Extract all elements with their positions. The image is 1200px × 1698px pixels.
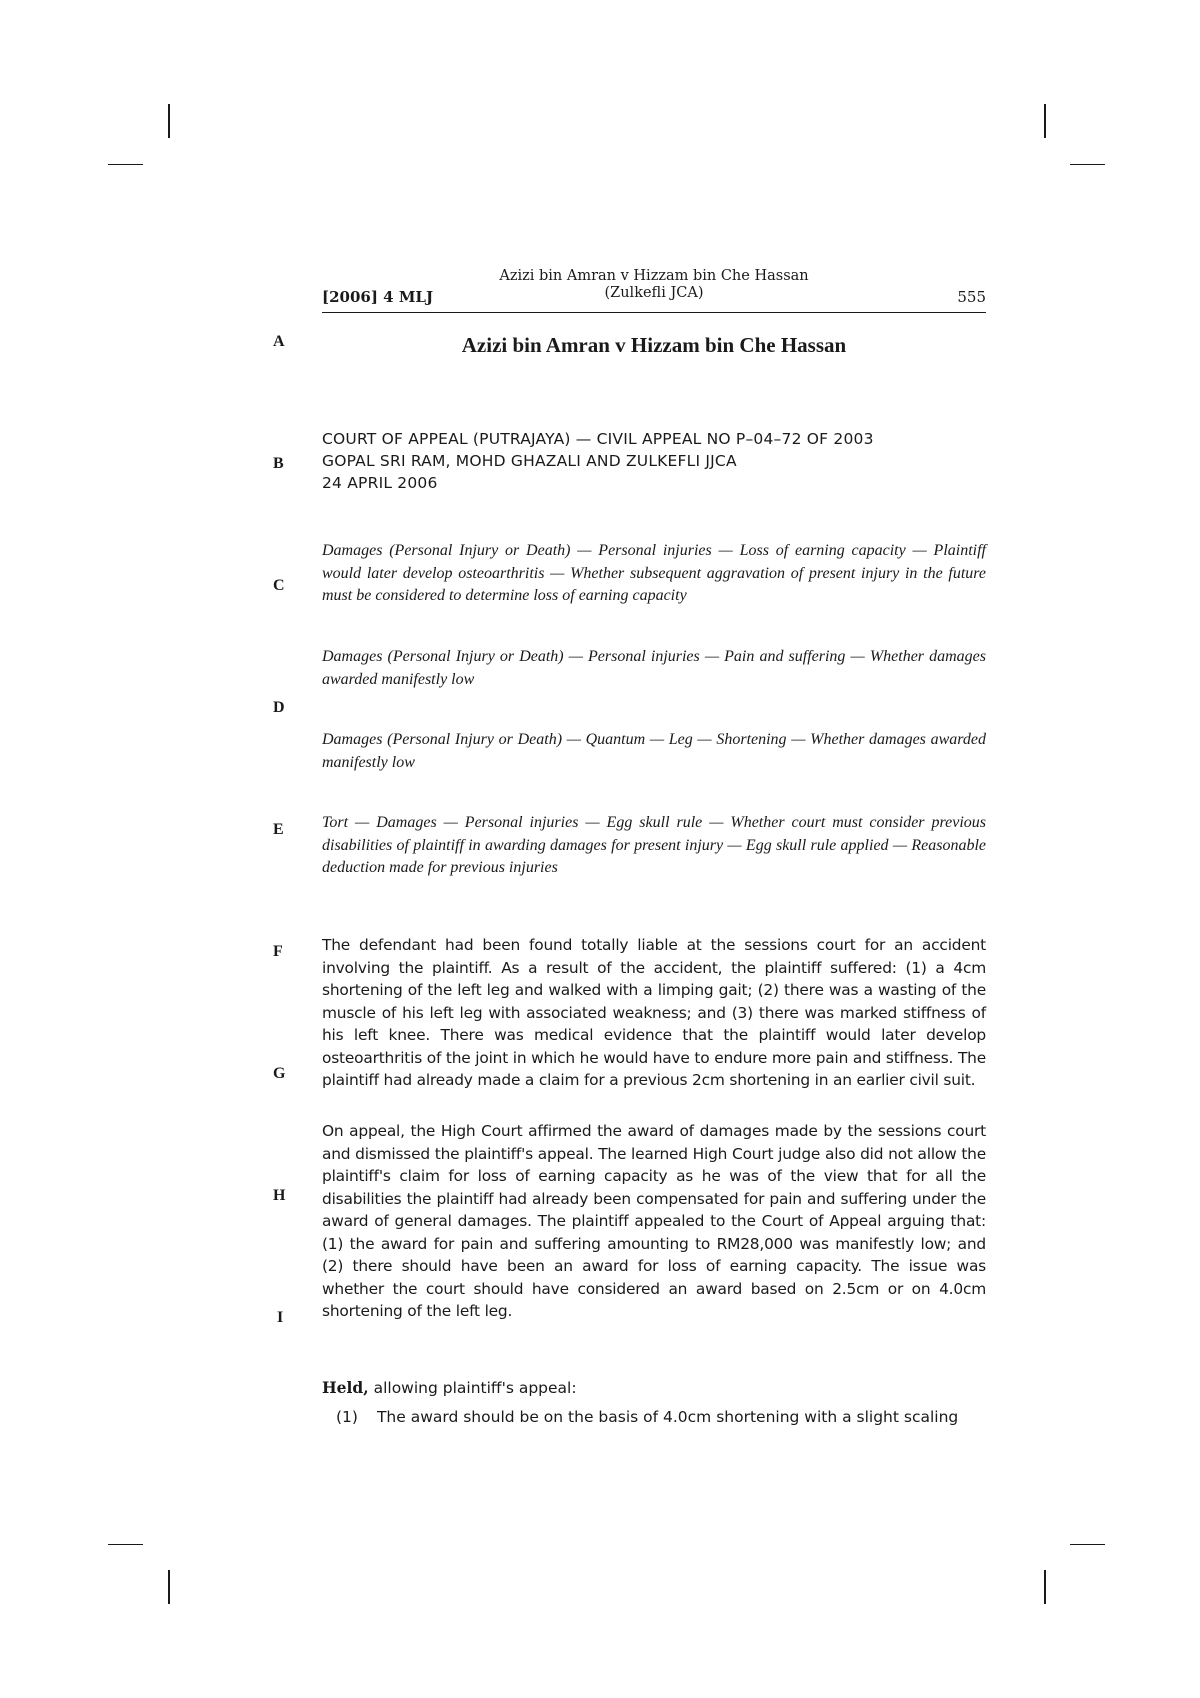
held-item <box>336 1408 986 1426</box>
margin-letter-f: F <box>273 943 283 960</box>
crop-mark-top-left-vertical <box>168 104 170 138</box>
held-label: Held, <box>322 1378 369 1397</box>
decision-date: 24 APRIL 2006 <box>322 474 438 492</box>
held-item-text: The award should be on the basis of 4.0cm shortening with a slight scaling <box>376 1408 959 1426</box>
catchword-2: Damages (Personal Injury or Death) — Personal injuries — Pain and suffering — Whether damages awarded manifestly low <box>322 648 986 688</box>
crop-mark-bottom-right-vertical <box>1044 1570 1046 1604</box>
margin-letter-e: E <box>273 821 284 838</box>
margin-letter-h: H <box>273 1187 286 1204</box>
crop-mark-top-right-horizontal <box>1070 164 1105 165</box>
margin-letter-c: C <box>273 577 285 594</box>
catchword-3: Damages (Personal Injury or Death) — Quantum — Leg — Shortening — Whether damages awarded manifestly low <box>322 731 986 771</box>
crop-mark-top-left-horizontal <box>108 164 143 165</box>
margin-letter-d: D <box>273 699 285 716</box>
court-and-appeal-number: COURT OF APPEAL (PUTRAJAYA) — CIVIL APPEAL NO P–04–72 OF 2003 <box>322 430 874 448</box>
appeal-paragraph: On appeal, the High Court affirmed the award of damages made by the sessions court and dismissed the plaintiff's appeal. The learned High Court judge also did not allow the plaintiff's claim for loss of earning capacity as he was of the view that for all the disabilities the plaintiff had already been compensated for pain and suffering under the award of general damages. The plaintiff appealed to the Court of Appeal arguing that: (1) the award for pain and suffering amounting to RM28,000 was manifestly low; and (2) there should have been an award for loss of earning capacity. The issue was whether the court should have considered an award based on 2.5cm or on 4.0cm shortening of the left leg. <box>322 1122 986 1320</box>
held-text: allowing plaintiff's appeal: <box>373 1379 577 1397</box>
facts-paragraph: The defendant had been found totally liable at the sessions court for an accident involving the plaintiff. As a result of the accident, the plaintiff suffered: (1) a 4cm shortening of the left leg and walked with a limping gait; (2) there was a wasting of the muscle of his left leg with associated weakness; and (3) there was marked stiffness of his left knee. There was medical evidence that the plaintiff would later develop osteoarthritis of the joint in which he would have to endure more pain and stiffness. The plaintiff had already made a claim for a previous 2cm shortening in an earlier civil suit. <box>322 936 986 1089</box>
header-citation: [2006] 4 MLJ <box>322 288 434 306</box>
crop-mark-bottom-left-vertical <box>168 1570 170 1604</box>
held-line <box>322 1378 577 1397</box>
crop-mark-top-right-vertical <box>1044 104 1046 138</box>
margin-letter-g: G <box>273 1065 286 1082</box>
case-title: Azizi bin Amran v Hizzam bin Che Hassan <box>461 333 847 357</box>
judges: GOPAL SRI RAM, MOHD GHAZALI AND ZULKEFLI JJCA <box>322 452 737 470</box>
page-number: 555 <box>957 288 986 306</box>
header-judge: (Zulkefli JCA) <box>604 285 704 301</box>
catchword-4: Tort — Damages — Personal injuries — Egg skull rule — Whether court must consider previous disabilities of plaintiff in awarding damages for present injury — Egg skull rule applied — Reasonable deduction made for previous injuries <box>322 814 986 876</box>
held-item-number: (1) <box>336 1408 358 1426</box>
crop-mark-bottom-left-horizontal <box>108 1544 143 1545</box>
running-header <box>322 268 986 313</box>
court-info <box>322 428 986 494</box>
margin-letter-b: B <box>273 455 284 472</box>
margin-letter-a: A <box>273 333 285 350</box>
margin-letter-i: I <box>277 1309 284 1326</box>
header-case-info <box>322 268 986 302</box>
crop-mark-bottom-right-horizontal <box>1070 1544 1105 1545</box>
catchword-1: Damages (Personal Injury or Death) — Personal injuries — Loss of earning capacity — Plaintiff would later develop osteoarthritis — Whether subsequent aggravation of present injury in the future must be considered to determine loss of earning capacity <box>322 542 986 604</box>
header-case-name: Azizi bin Amran v Hizzam bin Che Hassan <box>499 268 809 284</box>
